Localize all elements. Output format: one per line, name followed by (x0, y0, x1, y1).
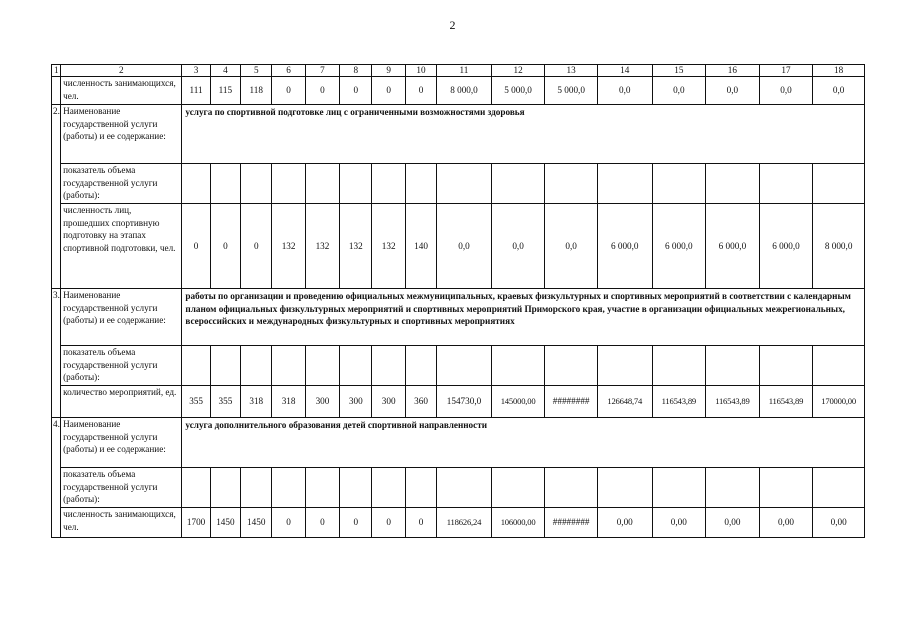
value-cell: 116543,89 (759, 386, 813, 418)
page-number: 2 (449, 18, 456, 32)
empty-cell (241, 164, 272, 204)
section-content: работы по организации и проведению официальных межмуниципальных, краевых физкультурных и спортивных мероприятий в соответствии с календарным планом официальных физкультурных мероприятий и спортивных мероприятий Приморского края, участие в организации официальных межрегиональных, всероссийских и международных физкультурных и спортивных мероприятиях (182, 289, 865, 346)
empty-cell (210, 164, 240, 204)
value-cell: 118 (241, 77, 272, 105)
value-cell: 0 (405, 508, 436, 538)
value-cell: 0,0 (652, 77, 706, 105)
table-row (52, 77, 865, 105)
empty-cell (545, 164, 598, 204)
value-cell: 126648,74 (597, 386, 652, 418)
empty-cell (182, 164, 210, 204)
empty-cell (182, 346, 210, 386)
value-cell: ######## (545, 386, 598, 418)
value-cell: 0 (305, 77, 339, 105)
value-cell: 154730,0 (437, 386, 492, 418)
section-content: услуга дополнительного образования детей спортивной направленности (182, 418, 865, 468)
value-cell: 355 (210, 386, 240, 418)
column-header: 15 (652, 65, 706, 77)
empty-cell (706, 164, 760, 204)
value-cell: 8 000,0 (437, 77, 492, 105)
section-metric-row (52, 204, 865, 289)
value-cell: 106000,00 (491, 508, 545, 538)
column-header: 13 (545, 65, 598, 77)
value-cell: 6 000,0 (706, 204, 760, 289)
value-cell: 0 (305, 508, 339, 538)
value-cell: 360 (405, 386, 436, 418)
value-cell: 6 000,0 (652, 204, 706, 289)
value-cell: 300 (340, 386, 372, 418)
value-cell: 0 (241, 204, 272, 289)
value-cell: 0,0 (813, 77, 865, 105)
empty-cell (652, 346, 706, 386)
section-indicator-row (52, 468, 865, 508)
value-cell: 0 (272, 508, 305, 538)
section-name-row (52, 105, 865, 164)
value-cell: 0 (340, 77, 372, 105)
value-cell: 0 (372, 77, 405, 105)
value-cell: 116543,89 (706, 386, 760, 418)
column-header: 10 (405, 65, 436, 77)
empty-cell (272, 346, 305, 386)
metric-label: численность лиц, прошедших спортивную подготовку на этапах спортивной подготовки, чел. (61, 204, 182, 289)
empty-cell (813, 468, 865, 508)
value-cell: 0,0 (706, 77, 760, 105)
value-cell: 300 (372, 386, 405, 418)
column-header: 17 (759, 65, 813, 77)
indicator-label: показатель объема государственной услуги (работы): (61, 164, 182, 204)
value-cell: 132 (372, 204, 405, 289)
value-cell: 5 000,0 (545, 77, 598, 105)
value-cell: 0,00 (706, 508, 760, 538)
section-index: 2. (52, 105, 61, 289)
section-content: услуга по спортивной подготовке лиц с ограниченными возможностями здоровья (182, 105, 865, 164)
empty-cell (437, 164, 492, 204)
empty-cell (437, 346, 492, 386)
value-cell: 1450 (210, 508, 240, 538)
empty-cell (372, 468, 405, 508)
empty-cell (241, 468, 272, 508)
section-name-row (52, 289, 865, 346)
empty-cell (405, 164, 436, 204)
metric-label: численность занимающихся, чел. (61, 508, 182, 538)
value-cell: 170000,00 (813, 386, 865, 418)
section-name-label: Наименование государственной услуги (работы) и ее содержание: (61, 105, 182, 164)
section-index: 3. (52, 289, 61, 418)
empty-cell (340, 468, 372, 508)
empty-cell (545, 346, 598, 386)
column-header: 14 (597, 65, 652, 77)
column-header: 5 (241, 65, 272, 77)
value-cell: 0,00 (759, 508, 813, 538)
empty-cell (597, 468, 652, 508)
value-cell: 318 (272, 386, 305, 418)
empty-cell (545, 468, 598, 508)
value-cell: 132 (305, 204, 339, 289)
column-header: 18 (813, 65, 865, 77)
section-indicator-row (52, 164, 865, 204)
section-name-label: Наименование государственной услуги (работы) и ее содержание: (61, 289, 182, 346)
column-header: 3 (182, 65, 210, 77)
value-cell: 0 (372, 508, 405, 538)
empty-cell (241, 346, 272, 386)
value-cell: 0,00 (652, 508, 706, 538)
value-cell: 118626,24 (437, 508, 492, 538)
empty-cell (340, 346, 372, 386)
section-metric-row (52, 508, 865, 538)
section-name-label: Наименование государственной услуги (работы) и ее содержание: (61, 418, 182, 468)
column-header: 6 (272, 65, 305, 77)
value-cell: 0,0 (545, 204, 598, 289)
empty-cell (372, 164, 405, 204)
column-header: 12 (491, 65, 545, 77)
value-cell: 355 (182, 386, 210, 418)
empty-cell (813, 346, 865, 386)
column-header: 16 (706, 65, 760, 77)
value-cell: 8 000,0 (813, 204, 865, 289)
section-indicator-row (52, 346, 865, 386)
value-cell: 318 (241, 386, 272, 418)
value-cell: 0,00 (813, 508, 865, 538)
row-index (52, 77, 61, 105)
empty-cell (597, 164, 652, 204)
header-row (52, 65, 865, 77)
value-cell: 0 (210, 204, 240, 289)
value-cell: 140 (405, 204, 436, 289)
empty-cell (405, 468, 436, 508)
value-cell: 132 (340, 204, 372, 289)
value-cell: 0,0 (597, 77, 652, 105)
empty-cell (210, 468, 240, 508)
column-header: 2 (61, 65, 182, 77)
indicator-label: показатель объема государственной услуги (работы): (61, 468, 182, 508)
empty-cell (813, 164, 865, 204)
section-name-row (52, 418, 865, 468)
value-cell: 5 000,0 (491, 77, 545, 105)
value-cell: 116543,89 (652, 386, 706, 418)
empty-cell (272, 468, 305, 508)
column-header: 9 (372, 65, 405, 77)
value-cell: 1700 (182, 508, 210, 538)
section-metric-row (52, 386, 865, 418)
column-header: 7 (305, 65, 339, 77)
value-cell: 0,0 (437, 204, 492, 289)
value-cell: 0 (272, 77, 305, 105)
column-header: 11 (437, 65, 492, 77)
empty-cell (597, 346, 652, 386)
column-header: 1 (52, 65, 61, 77)
value-cell: 1450 (241, 508, 272, 538)
value-cell: 0,0 (491, 204, 545, 289)
column-header: 8 (340, 65, 372, 77)
value-cell: 0,0 (759, 77, 813, 105)
empty-cell (182, 468, 210, 508)
indicator-label: показатель объема государственной услуги (работы): (61, 346, 182, 386)
empty-cell (272, 164, 305, 204)
empty-cell (706, 468, 760, 508)
empty-cell (305, 164, 339, 204)
value-cell: 0,00 (597, 508, 652, 538)
empty-cell (340, 164, 372, 204)
empty-cell (706, 346, 760, 386)
empty-cell (759, 164, 813, 204)
value-cell: 6 000,0 (759, 204, 813, 289)
empty-cell (305, 468, 339, 508)
value-cell: 0 (405, 77, 436, 105)
value-cell: 0 (182, 204, 210, 289)
empty-cell (305, 346, 339, 386)
row-label: численность занимающихся, чел. (61, 77, 182, 105)
empty-cell (437, 468, 492, 508)
value-cell: 0 (340, 508, 372, 538)
empty-cell (759, 468, 813, 508)
value-cell: 115 (210, 77, 240, 105)
column-header: 4 (210, 65, 240, 77)
empty-cell (491, 164, 545, 204)
empty-cell (759, 346, 813, 386)
data-table (51, 64, 865, 538)
value-cell: 132 (272, 204, 305, 289)
metric-label: количество мероприятий, ед. (61, 386, 182, 418)
value-cell: 6 000,0 (597, 204, 652, 289)
empty-cell (491, 468, 545, 508)
empty-cell (210, 346, 240, 386)
value-cell: 145000,00 (491, 386, 545, 418)
value-cell: 111 (182, 77, 210, 105)
value-cell: 300 (305, 386, 339, 418)
value-cell: ######## (545, 508, 598, 538)
empty-cell (405, 346, 436, 386)
empty-cell (652, 164, 706, 204)
section-index: 4. (52, 418, 61, 538)
empty-cell (652, 468, 706, 508)
empty-cell (372, 346, 405, 386)
empty-cell (491, 346, 545, 386)
